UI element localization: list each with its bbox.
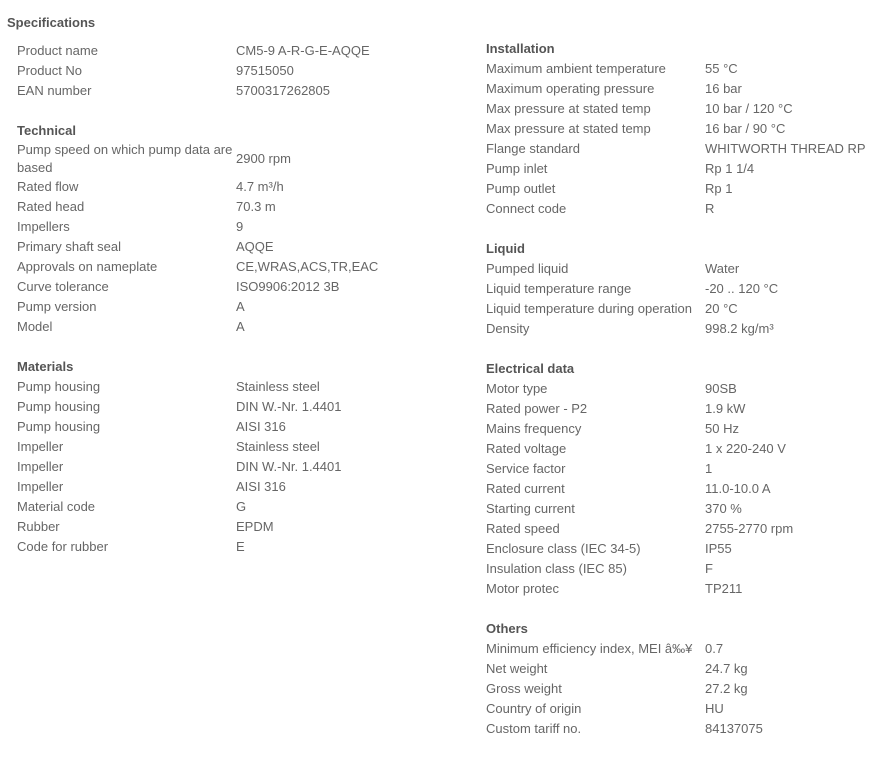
spec-value: 998.2 kg/m³ [705, 321, 774, 336]
spec-value: 0.7 [705, 641, 724, 656]
section-technical [17, 121, 378, 337]
spec-value: DIN W.-Nr. 1.4401 [236, 399, 342, 414]
spec-value: Water [705, 261, 740, 276]
spec-row [486, 299, 866, 319]
spec-label: Impeller [17, 459, 64, 474]
spec-row [486, 319, 866, 339]
spec-row [17, 377, 378, 397]
spec-label: Net weight [486, 661, 548, 676]
spec-value: TP211 [705, 581, 743, 596]
spec-value: 2755-2770 rpm [705, 521, 794, 536]
spec-value: IP55 [705, 541, 732, 556]
spec-value: 97515050 [236, 63, 294, 78]
section-title: Materials [17, 359, 74, 374]
spec-row [486, 59, 866, 79]
spec-label: Impeller [17, 439, 64, 454]
spec-value: AISI 316 [236, 419, 286, 434]
spec-label: Gross weight [486, 681, 562, 696]
spec-label: Product name [17, 43, 98, 58]
section-others [486, 619, 866, 739]
spec-value: 370 % [705, 501, 742, 516]
spec-label: Curve tolerance [17, 279, 109, 294]
spec-label: Mains frequency [486, 421, 582, 436]
spec-label: Rated power - P2 [486, 401, 588, 416]
section-spacer [486, 599, 866, 619]
spec-value: 27.2 kg [705, 681, 748, 696]
spec-value: Stainless steel [236, 379, 320, 394]
spec-value: A [236, 319, 245, 334]
spec-row [17, 81, 378, 101]
spec-row [486, 559, 866, 579]
spec-row [486, 439, 866, 459]
spec-row [486, 259, 866, 279]
spec-row [17, 177, 378, 197]
section-installation [486, 39, 866, 219]
spec-value: AQQE [236, 239, 274, 254]
spec-label: Maximum operating pressure [486, 81, 655, 96]
spec-value: R [705, 201, 715, 216]
spec-row [17, 457, 378, 477]
spec-row [486, 699, 866, 719]
section-spacer [17, 337, 378, 357]
spec-row [486, 679, 866, 699]
spec-row [17, 217, 378, 237]
section-spacer [17, 101, 378, 121]
spec-value: 1.9 kW [705, 401, 746, 416]
spec-value: 4.7 m³/h [236, 179, 284, 194]
spec-label: Enclosure class (IEC 34-5) [486, 541, 641, 556]
spec-value: 70.3 m [236, 199, 276, 214]
spec-value: EPDM [236, 519, 274, 534]
spec-row [17, 537, 378, 557]
section-electrical-data [486, 359, 866, 599]
spec-label: Approvals on nameplate [17, 259, 158, 274]
spec-label: Rated voltage [486, 441, 567, 456]
spec-value: 1 [705, 461, 713, 476]
spec-label: Max pressure at stated temp [486, 121, 651, 136]
spec-value: 16 bar / 90 °C [705, 121, 786, 136]
page-title: Specifications [7, 15, 96, 30]
spec-label: Motor protec [486, 581, 559, 596]
spec-label: Pump speed on which pump data are based [17, 142, 233, 175]
spec-label: Custom tariff no. [486, 721, 582, 736]
spec-label: Flange standard [486, 141, 580, 156]
spec-label: Pump outlet [486, 181, 556, 196]
spec-row [17, 417, 378, 437]
section-liquid [486, 239, 866, 339]
spec-label: Connect code [486, 201, 567, 216]
spec-label: Density [486, 321, 530, 336]
spec-label: Rubber [17, 519, 60, 534]
spec-value: CE,WRAS,ACS,TR,EAC [236, 259, 379, 274]
spec-label: Rated current [486, 481, 565, 496]
spec-value: 50 Hz [705, 421, 739, 436]
spec-value: 1 x 220-240 V [705, 441, 786, 456]
spec-row [486, 539, 866, 559]
spec-value: 5700317262805 [236, 83, 330, 98]
spec-label: Material code [17, 499, 96, 514]
spec-label: Motor type [486, 381, 548, 396]
spec-value: 10 bar / 120 °C [705, 101, 793, 116]
spec-label: Liquid temperature range [486, 281, 632, 296]
spec-label: Pump housing [17, 399, 101, 414]
spec-row [486, 79, 866, 99]
spec-label: Minimum efficiency index, MEI â‰¥ [486, 641, 693, 656]
spec-label: Insulation class (IEC 85) [486, 561, 627, 576]
spec-row [17, 397, 378, 417]
spec-value: 2900 rpm [236, 151, 291, 166]
spec-value: -20 .. 120 °C [705, 281, 779, 296]
spec-row [17, 61, 378, 81]
section-title: Technical [17, 123, 77, 138]
section-title: Liquid [486, 241, 525, 256]
spec-row [17, 517, 378, 537]
spec-row [486, 519, 866, 539]
spec-label: Country of origin [486, 701, 582, 716]
spec-row [486, 399, 866, 419]
spec-row [17, 297, 378, 317]
spec-label: Rated flow [17, 179, 79, 194]
spec-row [486, 119, 866, 139]
section-general [17, 41, 378, 101]
spec-value: Rp 1 [705, 181, 733, 196]
spec-row [17, 277, 378, 297]
spec-label: Pump version [17, 299, 97, 314]
spec-value: 16 bar [705, 81, 742, 96]
spec-value: 55 °C [705, 61, 738, 76]
spec-value: Rp 1 1/4 [705, 161, 755, 176]
spec-value: 11.0-10.0 A [705, 481, 771, 496]
spec-row [17, 437, 378, 457]
section-spacer [486, 219, 866, 239]
spec-row [486, 579, 866, 599]
spec-row [17, 317, 378, 337]
spec-row [486, 459, 866, 479]
spec-value: 90SB [705, 381, 737, 396]
spec-label: Primary shaft seal [17, 239, 122, 254]
spec-label: Rated head [17, 199, 85, 214]
spec-label: Impellers [17, 219, 70, 234]
spec-row [486, 659, 866, 679]
spec-value: F [705, 561, 713, 576]
spec-row [486, 419, 866, 439]
spec-row [486, 639, 866, 659]
spec-row [17, 197, 378, 217]
spec-value: WHITWORTH THREAD RP [705, 141, 866, 156]
spec-row [486, 99, 866, 119]
spec-label: Starting current [486, 501, 575, 516]
spec-value: E [236, 539, 245, 554]
spec-row [17, 237, 378, 257]
spec-row [486, 139, 866, 159]
spec-label: Rated speed [486, 521, 560, 536]
spec-row [17, 497, 378, 517]
spec-value: HU [705, 701, 724, 716]
spec-value: 84137075 [705, 721, 763, 736]
spec-value: A [236, 299, 245, 314]
section-materials [17, 357, 378, 557]
spec-row [17, 41, 378, 61]
spec-label: Impeller [17, 479, 64, 494]
spec-value: DIN W.-Nr. 1.4401 [236, 459, 342, 474]
spec-label: Product No [17, 63, 83, 78]
spec-row [17, 141, 378, 177]
section-title: Electrical data [486, 361, 575, 376]
spec-label: EAN number [17, 83, 92, 98]
spec-value: ISO9906:2012 3B [236, 279, 340, 294]
left-column [17, 41, 378, 557]
section-title: Installation [486, 41, 555, 56]
spec-value: G [236, 499, 247, 514]
spec-label: Maximum ambient temperature [486, 61, 666, 76]
spec-row [486, 379, 866, 399]
spec-row [17, 477, 378, 497]
spec-row [486, 499, 866, 519]
spec-label: Pump housing [17, 419, 101, 434]
spec-label: Liquid temperature during operation [486, 301, 692, 316]
spec-label: Max pressure at stated temp [486, 101, 651, 116]
spec-label: Code for rubber [17, 539, 109, 554]
section-spacer [486, 339, 866, 359]
spec-row [486, 719, 866, 739]
spec-label: Pump housing [17, 379, 101, 394]
spec-row [486, 179, 866, 199]
spec-value: 20 °C [705, 301, 738, 316]
spec-value: CM5-9 A-R-G-E-AQQE [236, 43, 370, 58]
spec-value: AISI 316 [236, 479, 286, 494]
spec-value: Stainless steel [236, 439, 320, 454]
spec-value: 9 [236, 219, 244, 234]
spec-row [486, 199, 866, 219]
section-title: Others [486, 621, 528, 636]
spec-row [486, 479, 866, 499]
spec-label: Pump inlet [486, 161, 548, 176]
spec-label: Service factor [486, 461, 566, 476]
spec-label: Pumped liquid [486, 261, 569, 276]
right-column [486, 39, 866, 739]
spec-row [486, 279, 866, 299]
spec-row [486, 159, 866, 179]
spec-row [17, 257, 378, 277]
spec-label: Model [17, 319, 53, 334]
spec-value: 24.7 kg [705, 661, 748, 676]
